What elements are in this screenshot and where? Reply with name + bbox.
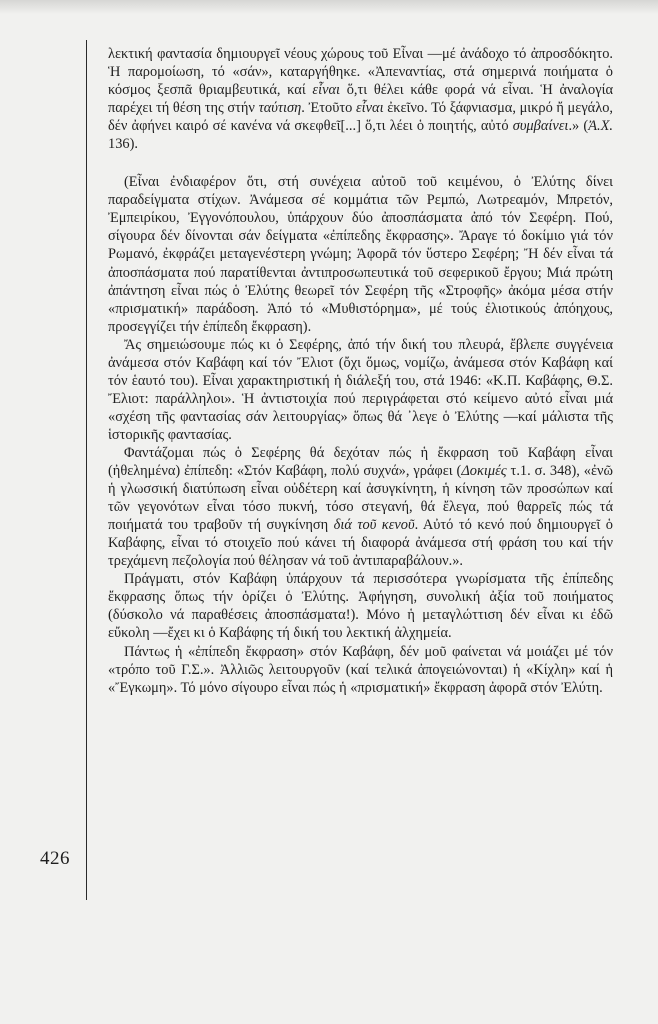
body-text <box>108 45 613 697</box>
margin-rule <box>86 40 87 900</box>
page-number: 426 <box>40 848 70 869</box>
paragraph-6: Πάντως ἡ «ἐπίπεδη ἔκφραση» στόν Καβάφη, δέν μοῦ φαίνεται νά μοιάζει μέ τόν «τρόπο τοῦ Γ.Σ.». Ἀλλιῶς λειτουργοῦν (καί τελικά ἀπογειώνονται) ἡ «Κίχλη» καί ἡ «Ἔγκωμη». Τό μόνο σίγουρο εἶναι πώς ἡ «πρισματική» ἔκφραση ἀφορᾶ στόν Ἐλύτη. <box>108 643 613 696</box>
scan-top-shadow <box>0 0 658 14</box>
paragraph-5: Πράγματι, στόν Καβάφη ὑπάρχουν τά περισσότερα γνωρίσματα τῆς ἐπίπεδης ἔκφρασης ὅπως τήν ὁρίζει ὁ Ἐλύτης. Ἀφήγηση, συνολική ἀξία τοῦ ποιήματος (δύσκολο νά παραθέσεις ἀποσπάσματα!). Μόνο ἡ μεταγλώττιση δέν εἶναι κι ἐδῶ εὔκολη —ἔχει κι ὁ Καβάφης τή δική του λεκτική ἀλχημεία. <box>108 571 613 642</box>
paragraph-gap <box>108 153 613 173</box>
paragraph-1: λεκτική φαντασία δημιουργεῖ νέους χώρους τοῦ Εἶναι —μέ ἀνάδοχο τό ἀπροσδόκητο. Ἡ παρομοίωση, τό «σάν», καταργήθηκε. «Ἀπεναντίας, στά σημερινά ποιήματα ὁ κόσμος ξεσπᾶ θριαμβευτικά, καί εἶναι ὅ,τι θέλει κάθε φορά νά εἶναι. Ἡ ἀναλογία παρέχει τή θέση της στήν ταύτιση. Ἐτοῦτο εἶναι ἐκεῖνο. Τό ξάφνιασμα, μικρό ἤ μεγάλο, δέν ἀφήνει καιρό σέ κανένα νά σκεφθεῖ[...] ὅ,τι λέει ὁ ποιητής, αὐτό συμβαίνει.» (Ἀ.Χ. 136). <box>108 46 614 153</box>
paragraph-2: (Εἶναι ἐνδιαφέρον ὅτι, στή συνέχεια αὐτοῦ τοῦ κειμένου, ὁ Ἐλύτης δίνει παραδείγματα στίχων. Ἀνάμεσα σέ κομμάτια τῶν Ρεμπώ, Λωτρεαμόν, Μπρετόν, Ἐμπειρίκου, Ἐγγονόπουλου, ὑπάρχουν δύο ἀποσπάσματα ἀπό τόν Σεφέρη. Πού, σίγουρα δέν δίνονται σάν δείγματα «ἐπίπεδης ἔκφρασης». Ἄραγε τό δοκίμιο γιά τόν Ρωμανό, ἐκφράζει μεταγενέστερη γνώμη; Ἀφορᾶ τόν ὕστερο Σεφέρη; Ἤ δέν εἶναι τά ἀποσπάσματα πού παρατίθενται ἀντιπροσωπευτικά τοῦ σεφερικοῦ ἔργου; Μιά πρώτη ἀπάντηση εἶναι πώς ὁ Ἐλύτης θεωρεῖ τόν Σεφέρη τῆς «Στροφῆς» ἀκόμα μέσα στήν «πρισματική» παράδοση. Ἀπό τό «Μυθιστόρημα», μέ τούς ἐλιοτικούς ἀπόηχους, προσεγγίζει τήν ἐπίπεδη ἔκφραση). <box>108 174 613 335</box>
paragraph-4: Φαντάζομαι πώς ὁ Σεφέρης θά δεχόταν πώς ἡ ἔκφραση τοῦ Καβάφη εἶναι (ἠθελημένα) ἐπίπεδη: «Στόν Καβάφη, πολύ συχνά», γράφει (Δοκιμές τ.1. σ. 348), «ἐνῶ ἡ γλωσσική διατύπωση εἶναι οὐδέτερη καί ἀσυγκίνητη, ἡ κίνηση τῶν προσώπων καί τῶν γεγονότων εἶναι τόσο πυκνή, τόσο στεγανή, θά ἔλεγα, πού θαρρεῖς πώς τά ποιήματά του τραβοῦν τή συγκίνηση διά τοῦ κενοῦ. Αὐτό τό κενό πού δημιουργεῖ ὁ Καβάφης, εἶναι τό στοιχεῖο πού κάνει τή διαφορά ἀνάμεσα στή φράση του καί τήν τρεχάμενη πεζολογία πού θέλησαν νά τοῦ ἀντιπαραβάλουν.». <box>108 444 613 570</box>
paragraph-3: Ἄς σημειώσουμε πώς κι ὁ Σεφέρης, ἀπό τήν δική του πλευρά, ἔβλεπε συγγένεια ἀνάμεσα στόν Καβάφη καί τόν Ἔλιοτ (ὄχι ὅμως, νομίζω, ἀνάμεσα στόν Καβάφη καί τόν ἑαυτό του). Εἶναι χαρακτηριστική ἡ διάλεξή του, στά 1946: «Κ.Π. Καβάφης, Θ.Σ. Ἔλιοτ: παράλληλοι». Ἡ ἀντιστοιχία πού περιγράφεται στό κείμενο αὐτό εἶναι μιά «σχέση τῆς φαντασίας σάν λειτουργίας» ὅπως θά ᾽λεγε ὁ Ἐλύτης —καί μάλιστα τῆς ἱστορικῆς φαντασίας. <box>108 336 613 443</box>
